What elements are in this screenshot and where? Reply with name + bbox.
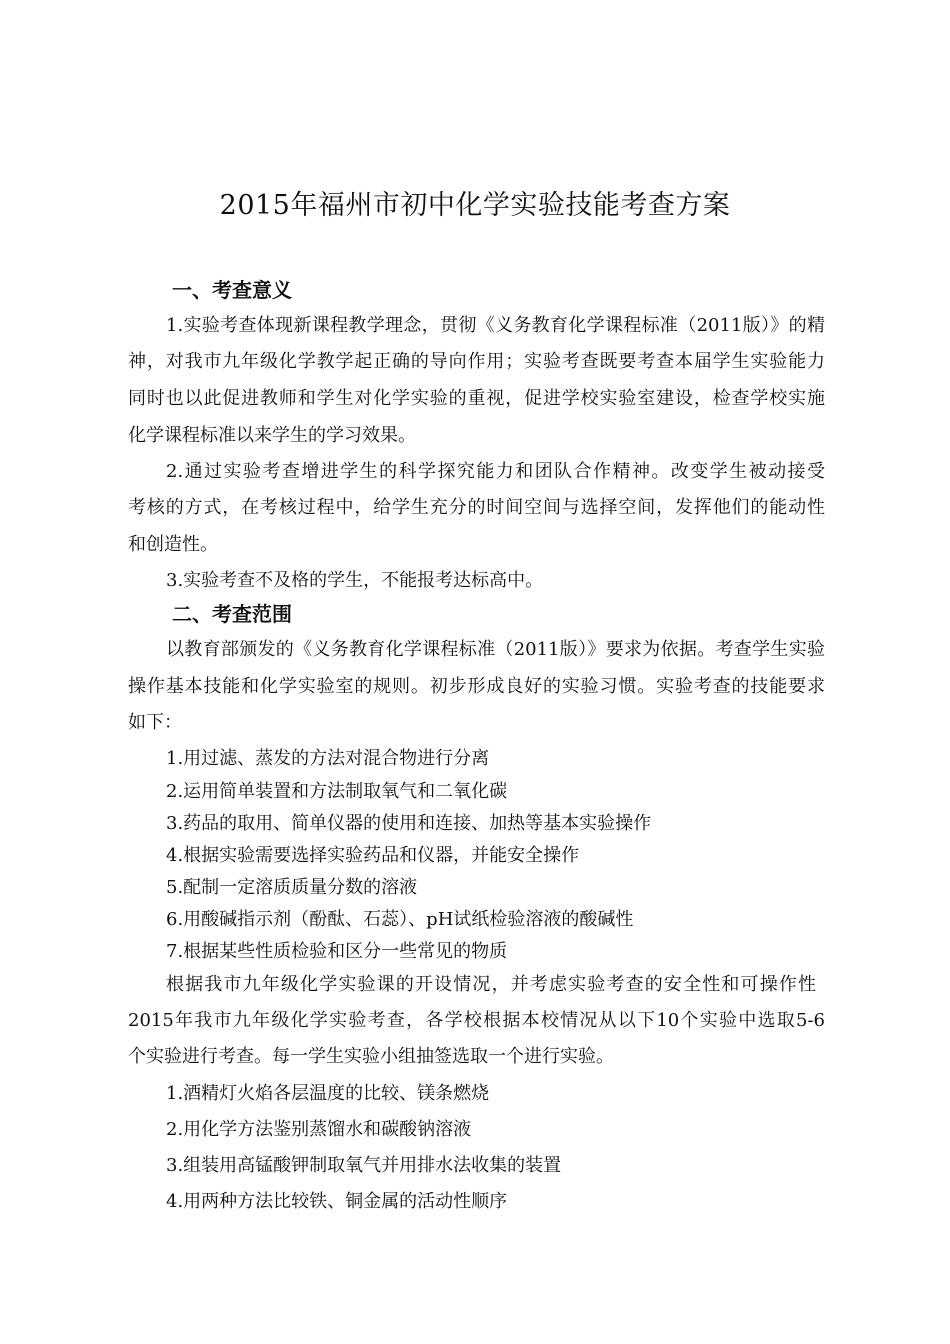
- paragraph-line: 个实验进行考查。每一学生实验小组抽签选取一个进行实验。: [128, 1046, 614, 1067]
- paragraph-line: 操作基本技能和化学实验室的规则。初步形成良好的实验习惯。实验考查的技能要求: [128, 676, 825, 697]
- skill-item: 3.药品的取用、简单仪器的使用和连接、加热等基本实验操作: [166, 813, 652, 834]
- paragraph-line: 根据我市九年级化学实验课的开设情况，并考虑实验考查的安全性和可操作性: [166, 974, 816, 995]
- paragraph-line: 同时也以此促进教师和学生对化学实验的重视，促进学校实验室建设，检查学校实施: [128, 388, 825, 409]
- paragraph-line: 考核的方式，在考核过程中，给学生充分的时间空间与选择空间，发挥他们的能动性: [128, 497, 825, 518]
- skill-item: 5.配制一定溶质质量分数的溶液: [166, 877, 418, 898]
- skill-item: 6.用酸碱指示剂（酚酞、石蕊）、pH试纸检验溶液的酸碱性: [166, 909, 634, 930]
- paragraph-line: 以教育部颁发的《义务教育化学课程标准（2011版）》要求为依据。考查学生实验: [166, 639, 825, 660]
- skill-item: 4.根据实验需要选择实验药品和仪器，并能安全操作: [166, 845, 580, 866]
- paragraph-line: 和创造性。: [128, 534, 218, 555]
- experiment-item: 4.用两种方法比较铁、铜金属的活动性顺序: [166, 1191, 508, 1212]
- paragraph-line: 如下：: [128, 712, 182, 733]
- paragraph-line: 2.通过实验考查增进学生的科学探究能力和团队合作精神。改变学生被动接受: [166, 461, 825, 482]
- experiment-item: 2.用化学方法鉴别蒸馏水和碳酸钠溶液: [166, 1119, 472, 1140]
- paragraph-line: 1.实验考查体现新课程教学理念，贯彻《义务教育化学课程标准（2011版）》的精: [166, 315, 825, 336]
- section2-heading: 二、考查范围: [172, 602, 292, 626]
- paragraph-line: 2015年我市九年级化学实验考查，各学校根据本校情况从以下10个实验中选取5-6: [128, 1010, 825, 1031]
- experiment-item: 1.酒精灯火焰各层温度的比较、镁条燃烧: [166, 1083, 490, 1104]
- paragraph-line: 神，对我市九年级化学教学起正确的导向作用；实验考查既要考查本届学生实验能力: [128, 351, 825, 372]
- skill-item: 2.运用简单装置和方法制取氧气和二氧化碳: [166, 781, 508, 802]
- section1-heading: 一、考查意义: [172, 278, 292, 302]
- skill-item: 1.用过滤、蒸发的方法对混合物进行分离: [166, 748, 490, 769]
- experiment-item: 3.组装用高锰酸钾制取氧气并用排水法收集的装置: [166, 1155, 562, 1176]
- document-title: 2015年福州市初中化学实验技能考查方案: [219, 190, 731, 221]
- paragraph-line: 化学课程标准以来学生的学习效果。: [128, 425, 416, 446]
- skill-item: 7.根据某些性质检验和区分一些常见的物质: [166, 941, 508, 962]
- paragraph-line: 3.实验考查不及格的学生，不能报考达标高中。: [166, 570, 544, 591]
